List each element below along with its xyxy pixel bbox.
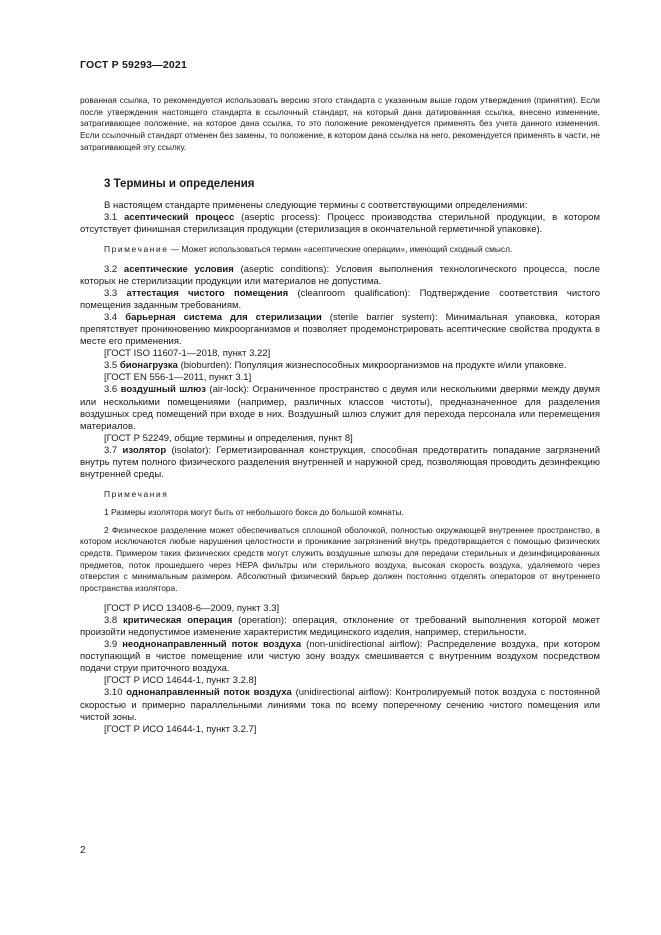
document-header: ГОСТ Р 59293—2021 [80, 59, 188, 71]
term-number: 3.4 [104, 311, 126, 323]
term-definition: (air-lock): Ограниченное пространство с двумя или несколькими дверями между двумя или несколькими помещениями (например, различных классов чистоты), предназначенное для разделения воздушных сред помещений при входе в них. Воздушный шлюз служит для перехода персонала или перемещения материалов. [80, 384, 600, 432]
section-lead: В настоящем стандарте применены следующие термины с соответствующими определениями: [104, 199, 528, 211]
term-number: 3.5 [104, 360, 120, 372]
term-3-3 [80, 288, 600, 312]
reference-3-10: [ГОСТ Р ИСО 14644-1, пункт 3.2.7] [104, 723, 257, 735]
section-heading: 3 Термины и определения [104, 177, 255, 190]
note-item-2: 2 Физическое разделение может обеспечиваться сплошной оболочкой, полностью окружающей внутреннее пространство, в котором исключаются любые нарушения целостности и проникание загрязнений внутрь предотвращается с помощью физических средств. Примером таких физических средств могут служить воздушные шлюзы для передачи стерильных и дезинфицированных предметов, поток прошедшего через HEPA фильтры или стерильного воздуха, высокая скорость воздуха, удаляемого через отверстия с минимальным размером. Абсолютный физический барьер должен постоянно отделять операторов от внутреннего пространства изолятора. [80, 524, 600, 594]
term-number: 3.1 [104, 211, 125, 223]
term-3-1 [80, 212, 600, 236]
term-name: неоднонаправленный поток воздуха [122, 639, 302, 651]
term-3-10 [80, 687, 600, 723]
term-3-8 [80, 615, 600, 639]
term-name: барьерная система для стерилизации [125, 311, 322, 323]
term-definition: (unidirectional airflow): Контролируемый поток воздуха с постоянной скоростью и примерно параллельными линиями тока по всему поперечному сечению чистого помещения или чистой зоны. [80, 687, 600, 723]
reference-3-6: [ГОСТ Р 52249, общие термины и определения, пункт 8] [104, 432, 353, 444]
term-number: 3.8 [104, 614, 123, 626]
term-3-2 [80, 264, 600, 288]
term-definition: (bioburden): Популяция жизнеспособных микроорганизмов на продукте и/или упаковке. [177, 360, 567, 372]
page-content [80, 95, 600, 736]
note-label: Примечание [104, 243, 169, 254]
note-text: — Может использоваться термин «асептические операции», имеющий сходный смысл. [168, 243, 513, 254]
term-3-6 [80, 384, 600, 432]
term-definition: (cleanroom qualification): Подтверждение соответствия чистого помещения заданным требованиям. [80, 287, 600, 311]
term-3-4 [80, 312, 600, 348]
page-number: 2 [80, 845, 86, 856]
term-name: однонаправленный поток воздуха [126, 687, 292, 699]
term-number: 3.2 [104, 263, 124, 275]
term-definition: (isolator): Герметизированная конструкция, способная предотвратить попадание загрязнений внутрь путем полного физического разделения внутренней и наружной сред, позволяющая проводить дезинфекцию внутренней среды. [80, 444, 600, 481]
term-name: бионагрузка [119, 360, 178, 372]
term-3-9 [80, 639, 600, 675]
term-number: 3.6 [104, 384, 121, 396]
term-definition: (operation): операция, отклонение от требований выполнения которой может произойти недопустимое изменение характеристик медицинского изделия, например, стерильности. [80, 614, 600, 638]
term-number: 3.10 [104, 687, 127, 699]
term-number: 3.3 [104, 287, 127, 299]
term-3-5 [80, 360, 600, 372]
note-3-1 [80, 244, 600, 256]
reference-3-7: [ГОСТ Р ИСО 13408-6—2009, пункт 3.3] [104, 602, 280, 614]
notes-label: Примечания [104, 489, 169, 500]
reference-3-5: [ГОСТ EN 556-1—2011, пункт 3.1] [104, 372, 252, 384]
term-name: асептический процесс [124, 211, 235, 223]
term-3-7 [80, 445, 600, 481]
intro-paragraph: рованная ссылка, то рекомендуется использовать версию этого стандарта с указанным выше годом утверждения (принятия). Если после утверждения настоящего стандарта в ссылочный стандарт, на который дана датированная ссылка, внесено изменение, затрагивающее положение, на которое дана ссылка, то это положение рекомендуется применять без учета данного изменения. Если ссылочный стандарт отменен без замены, то положение, в котором дана ссылка на него, рекомендуется применять в части, не затрагивающей эту ссылку. [80, 95, 600, 152]
term-name: критическая операция [123, 614, 233, 626]
term-number: 3.7 [104, 444, 123, 456]
term-name: асептические условия [123, 263, 234, 275]
term-name: аттестация чистого помещения [126, 287, 289, 299]
term-definition: (sterile barrier system): Минимальная упаковка, которая препятствует проникновению микроорганизмов и позволяет продемонстрировать асептические свойства продукта в месте его применения. [80, 311, 600, 348]
term-name: воздушный шлюз [120, 384, 206, 396]
term-name: изолятор [122, 444, 167, 456]
term-definition: (aseptic process): Процесс производства стерильной продукции, в котором отсутствует финишная стерилизация продукции (стерилизация в окончательной герметичной упаковке). [80, 211, 600, 235]
reference-3-9: [ГОСТ Р ИСО 14644-1, пункт 3.2.8] [104, 675, 257, 687]
term-number: 3.9 [104, 639, 123, 651]
term-definition: (aseptic conditions): Условия выполнения технологического процесса, после которых не стерилизации продукции или материалов не допустима. [80, 263, 601, 287]
term-definition: (non-unidirectional airflow): Распределение воздуха, при котором поступающий в чистое помещение или чистую зону воздух смешивается с внутренним воздухом посредством подачи струи приточного воздуха. [80, 639, 600, 675]
reference-3-4: [ГОСТ ISO 11607-1—2018, пункт 3.22] [104, 348, 271, 360]
note-item-1: 1 Размеры изолятора могут быть от небольшого бокса до большой комнаты. [104, 506, 404, 517]
